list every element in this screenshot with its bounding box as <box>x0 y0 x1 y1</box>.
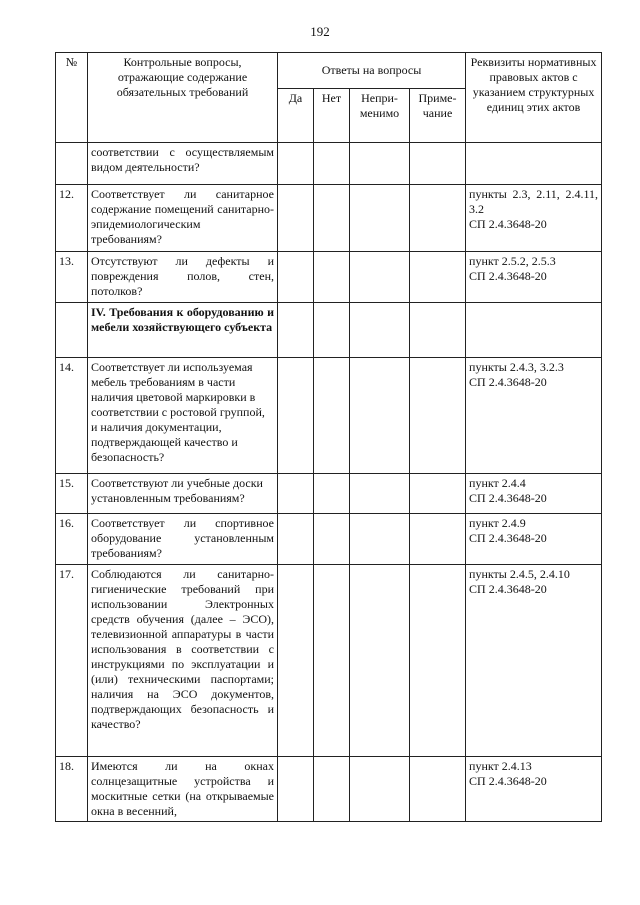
answer-not-applicable-cell[interactable] <box>350 474 410 514</box>
row-question: Соответствует ли спортивное оборудование установленным требованиям? <box>88 514 278 565</box>
header-no: Нет <box>314 89 350 143</box>
answer-note-cell[interactable] <box>410 185 466 252</box>
header-note <box>410 89 466 143</box>
page-number: 192 <box>310 24 330 39</box>
row-number: 14. <box>56 358 88 474</box>
answer-yes-cell[interactable] <box>278 185 314 252</box>
row-requisites <box>466 303 602 358</box>
header-number: № <box>56 53 88 143</box>
answer-no-cell <box>314 303 350 358</box>
answer-not-applicable-cell[interactable] <box>350 757 410 822</box>
answer-not-applicable-cell <box>350 303 410 358</box>
answer-note-cell[interactable] <box>410 143 466 185</box>
answer-note-cell[interactable] <box>410 474 466 514</box>
answer-not-applicable-cell[interactable] <box>350 143 410 185</box>
row-question: Соответствуют ли учебные доски установленным требованиям? <box>88 474 278 514</box>
row-requisites <box>466 565 602 757</box>
row-question: Имеются ли на окнах солнцезащитные устройства и москитные сетки (на открываемые окна в весенний, <box>88 757 278 822</box>
answer-no-cell[interactable] <box>314 514 350 565</box>
header-note-line1: Приме- <box>418 91 457 105</box>
table-row <box>56 358 602 474</box>
answer-note-cell[interactable] <box>410 358 466 474</box>
answer-yes-cell[interactable] <box>278 565 314 757</box>
row-requisites-line1: пункты 2.4.3, 3.2.3 <box>469 360 564 374</box>
header-requisites: Реквизиты нормативных правовых актов с указанием структурных единиц этих актов <box>466 53 602 143</box>
answer-yes-cell[interactable] <box>278 474 314 514</box>
answer-not-applicable-cell[interactable] <box>350 185 410 252</box>
row-number: 15. <box>56 474 88 514</box>
answer-yes-cell[interactable] <box>278 514 314 565</box>
section-heading: IV. Требования к оборудованию и мебели хозяйствующего субъекта <box>88 303 278 358</box>
row-question: Соблюдаются ли санитарно-гигиенические требований при использовании Электронных средств обучения (далее – ЭСО), телевизионной аппаратуры в части использования в соответствии с инструкциями по эксплуатации и (или) техническими паспортами; наличия на ЭСО документов, подтверждающих безопасность и качество? <box>88 565 278 757</box>
answer-yes-cell[interactable] <box>278 252 314 303</box>
answer-note-cell <box>410 303 466 358</box>
answer-not-applicable-cell[interactable] <box>350 358 410 474</box>
answer-no-cell[interactable] <box>314 757 350 822</box>
row-number: 17. <box>56 565 88 757</box>
answer-note-cell[interactable] <box>410 514 466 565</box>
header-row-top <box>56 53 602 89</box>
answer-yes-cell[interactable] <box>278 143 314 185</box>
header-not-applicable-line1: Непри- <box>361 91 398 105</box>
row-number: 16. <box>56 514 88 565</box>
row-question: Соответствует ли используемая мебель требованиям в части наличия цветовой маркировки в соответствии с ростовой группой, и наличия документации, подтверждающей качество и безопасность? <box>88 358 278 474</box>
row-requisites <box>466 757 602 822</box>
row-requisites <box>466 474 602 514</box>
header-answers: Ответы на вопросы <box>278 53 466 89</box>
answer-no-cell[interactable] <box>314 185 350 252</box>
header-note-line2: чание <box>422 106 453 120</box>
row-requisites-line2: СП 2.4.3648-20 <box>469 375 547 389</box>
row-requisites-line2: СП 2.4.3648-20 <box>469 531 547 545</box>
row-number <box>56 303 88 358</box>
table-row <box>56 185 602 252</box>
answer-no-cell[interactable] <box>314 474 350 514</box>
row-requisites <box>466 143 602 185</box>
row-requisites-line1: пункт 2.4.13 <box>469 759 532 773</box>
answer-no-cell[interactable] <box>314 143 350 185</box>
row-requisites-line2: СП 2.4.3648-20 <box>469 582 547 596</box>
row-requisites-line1: пункт 2.4.4 <box>469 476 526 490</box>
row-number <box>56 143 88 185</box>
table-row <box>56 252 602 303</box>
answer-no-cell[interactable] <box>314 252 350 303</box>
header-questions: Контрольные вопросы, отражающие содержание обязательных требований <box>88 53 278 143</box>
row-requisites-line1: пункты 2.3, 2.11, 2.4.11, 3.2 <box>469 187 599 216</box>
table-row <box>56 514 602 565</box>
answer-yes-cell[interactable] <box>278 358 314 474</box>
table-row <box>56 474 602 514</box>
answer-not-applicable-cell[interactable] <box>350 514 410 565</box>
answer-note-cell[interactable] <box>410 565 466 757</box>
row-requisites-line2: СП 2.4.3648-20 <box>469 491 547 505</box>
row-requisites <box>466 252 602 303</box>
row-question: соответствии с осуществляемым видом деятельности? <box>88 143 278 185</box>
row-question: Отсутствуют ли дефекты и повреждения полов, стен, потолков? <box>88 252 278 303</box>
row-requisites-line1: пункты 2.4.5, 2.4.10 <box>469 567 570 581</box>
row-requisites-line2: СП 2.4.3648-20 <box>469 217 547 231</box>
row-number: 18. <box>56 757 88 822</box>
row-requisites-line1: пункт 2.4.9 <box>469 516 526 530</box>
table-row <box>56 757 602 822</box>
checklist-table <box>55 52 602 822</box>
row-requisites <box>466 358 602 474</box>
row-number: 12. <box>56 185 88 252</box>
table-row <box>56 565 602 757</box>
answer-not-applicable-cell[interactable] <box>350 565 410 757</box>
row-requisites-line2: СП 2.4.3648-20 <box>469 269 547 283</box>
header-not-applicable-line2: менимо <box>359 106 400 120</box>
answer-note-cell[interactable] <box>410 757 466 822</box>
row-question: Соответствует ли санитарное содержание помещений санитарно-эпидемиологическим требованиям? <box>88 185 278 252</box>
header-not-applicable <box>350 89 410 143</box>
answer-no-cell[interactable] <box>314 565 350 757</box>
header-yes: Да <box>278 89 314 143</box>
table-row <box>56 143 602 185</box>
answer-yes-cell <box>278 303 314 358</box>
row-requisites-line2: СП 2.4.3648-20 <box>469 774 547 788</box>
row-requisites-line1: пункт 2.5.2, 2.5.3 <box>469 254 556 268</box>
answer-yes-cell[interactable] <box>278 757 314 822</box>
row-requisites <box>466 185 602 252</box>
answer-note-cell[interactable] <box>410 252 466 303</box>
section-row <box>56 303 602 358</box>
answer-no-cell[interactable] <box>314 358 350 474</box>
row-requisites <box>466 514 602 565</box>
answer-not-applicable-cell[interactable] <box>350 252 410 303</box>
row-number: 13. <box>56 252 88 303</box>
